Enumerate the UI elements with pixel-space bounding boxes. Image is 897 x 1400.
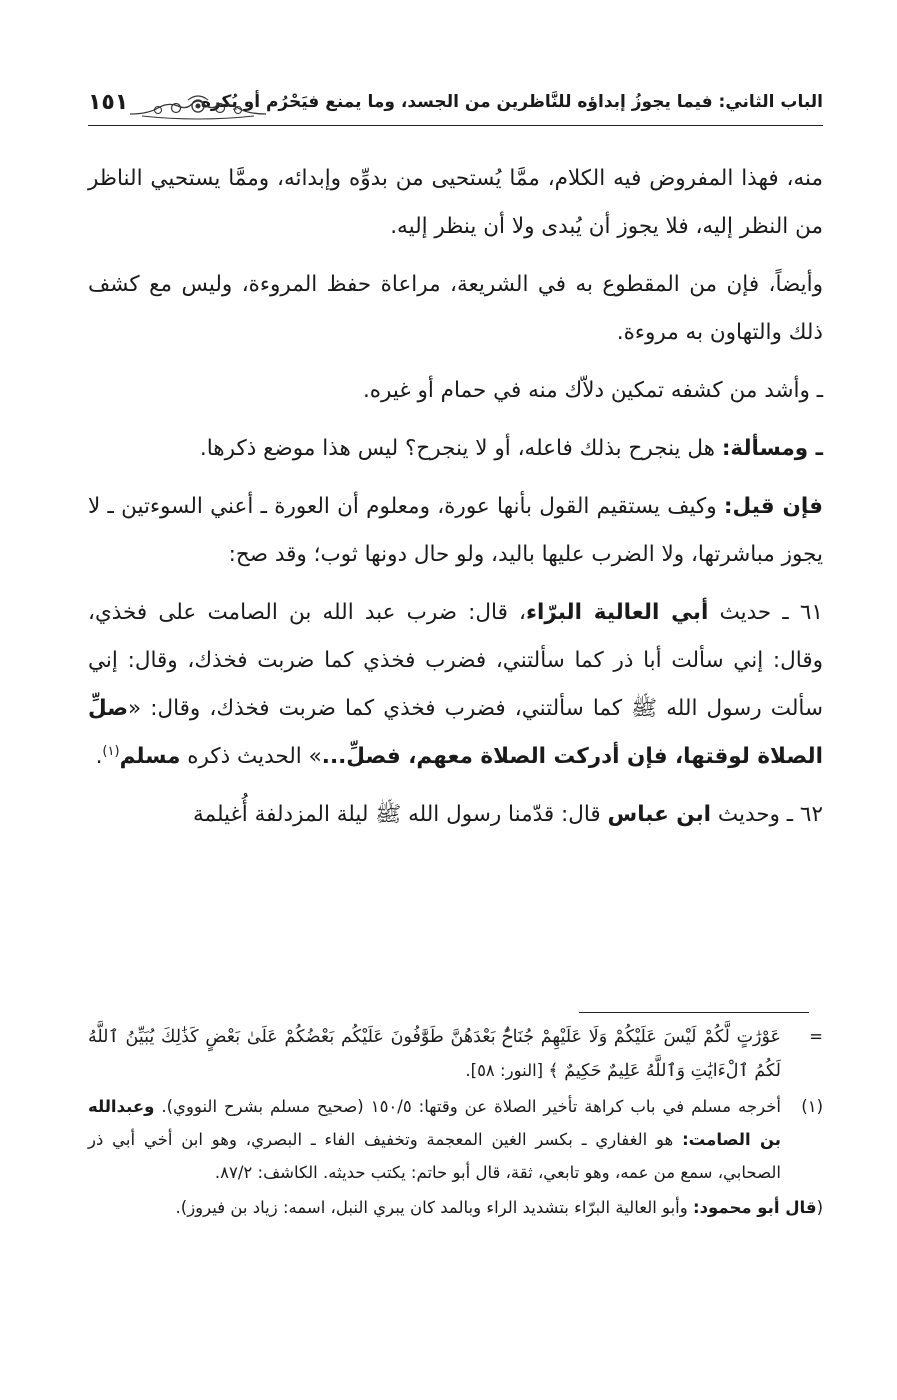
continuation-marker: = — [809, 1027, 823, 1046]
hadith-61 — [88, 589, 823, 781]
footnote-reference[interactable]: (١) — [102, 743, 120, 759]
footnotes — [88, 1020, 823, 1226]
hadith-62-number: ٦٢ ـ وحديث — [711, 802, 823, 827]
footnote-1-name: وعبدالله بن الصامت: — [88, 1097, 782, 1149]
footnote-1-text-2: هو الغفاري ـ بكسر الغين المعجمة وتخفيف الفاء ـ البصري، وهو ابن أخي أبي ذر الصحابي، سمع من عمه، وهو تابعي، ثقة، قال أبو حاتم: يكتب حديثه. الكاشف: ٨٧/٢. — [88, 1130, 781, 1182]
editor-note-text: وأبو العالية البرّاء بتشديد الراء وبالمد كان يبري النبل، اسمه: زياد بن فيروز). — [175, 1198, 693, 1217]
paragraph-1: منه، فهذا المفروض فيه الكلام، ممَّا يُستحيى من بدوِّه وإبدائه، وممَّا يستحيي الناظر من النظر إليه، فلا يجوز أن يُبدى ولا أن ينظر إليه. — [88, 166, 823, 239]
paragraph-3: ـ وأشد من كشفه تمكين دلاّك منه في حمام أو غيره. — [362, 378, 823, 403]
paragraph-5-text: وكيف يستقيم القول بأنها عورة، ومعلوم أن العورة ـ أعني السوءتين ـ لا يجوز مباشرتها، ولا الضرب عليها باليد، ولو حال دونها ثوب؛ وقد صح: — [88, 494, 823, 567]
hadith-62-text: قال: قدّمنا رسول الله ﷺ ليلة المزدلفة أُغيلمة — [192, 802, 608, 827]
paragraph-4 — [88, 425, 823, 473]
narrator-name: أبي العالية البرّاء — [526, 600, 709, 625]
hadith-61-text: ، قال: ضرب عبد الله بن الصامت على فخذي، وقال: إني سألت أبا ذر كما سألتني، فضرب فخذي كما ضربت فخذك، وقال: إني سألت رسول الله ﷺ كما سألتني، فضرب فخذي كما ضربت فخذك، وقال: « — [88, 600, 823, 721]
source-name: مسلم — [119, 744, 181, 769]
footnote-continuation — [88, 1020, 823, 1088]
hadith-61-number: ٦١ ـ حديث — [708, 600, 823, 625]
main-text — [88, 155, 823, 849]
quran-verse: عَوْرَٰتٍ لَّكُمْ لَيْسَ عَلَيْكُمْ وَلَا عَلَيْهِمْ جُنَاحٌۢ بَعْدَهُنَّ طَوَّٰفُونَ عَلَيْكُم بَعْضُكُمْ عَلَىٰ بَعْضٍ كَذَٰلِكَ يُبَيِّنُ ٱللَّهُ لَكُمُ ٱلْءَايَٰتِ وَٱللَّهُ عَلِيمٌ حَكِيمٌ ﴾ — [88, 1027, 781, 1081]
header-rule — [88, 125, 823, 126]
hadith-61-source: » الحديث ذكره — [180, 744, 322, 769]
narrator-name-2: ابن عباس — [607, 802, 712, 827]
page-header — [88, 88, 823, 128]
verse-reference: [النور: ٥٨]. — [465, 1061, 549, 1080]
running-title: الباب الثاني: فيما يجوزُ إبداؤه للنَّاظرين من الجسد، وما يمنع فيَحْرُم أو يُكره — [200, 92, 823, 112]
footnote-note — [88, 1191, 823, 1224]
period: . — [95, 744, 103, 769]
objection-label: فإن قيل: — [723, 494, 823, 519]
paragraph-2: وأيضاً، فإن من المقطوع به في الشريعة، مراعاة حفظ المروءة، وليس مع كشف ذلك والتهاون به مروءة. — [88, 272, 823, 345]
ornament-icon — [128, 92, 268, 124]
hadith-62 — [88, 791, 823, 839]
paragraph-5 — [88, 483, 823, 579]
footnote-divider — [579, 1012, 809, 1013]
editor-label: قال أبو محمود: — [692, 1198, 817, 1217]
paragraph-4-text: هل ينجرح بذلك فاعله، أو لا ينجرح؟ ليس هذا موضع ذكرها. — [199, 436, 722, 461]
page-number: ١٥١ — [88, 90, 129, 115]
footnote-1 — [88, 1090, 823, 1189]
question-label: ـ ومسألة: — [721, 436, 823, 461]
paren-open: ( — [816, 1198, 823, 1217]
hadith-quote: صلِّ الصلاة لوقتها، فإن أدركت الصلاة معهم، فصلِّ... — [88, 696, 823, 769]
footnote-1-text: أخرجه مسلم في باب كراهة تأخير الصلاة عن وقتها: ١٥٠/٥ (صحيح مسلم بشرح النووي). — [154, 1097, 781, 1116]
footnote-1-marker: (١) — [801, 1097, 823, 1116]
